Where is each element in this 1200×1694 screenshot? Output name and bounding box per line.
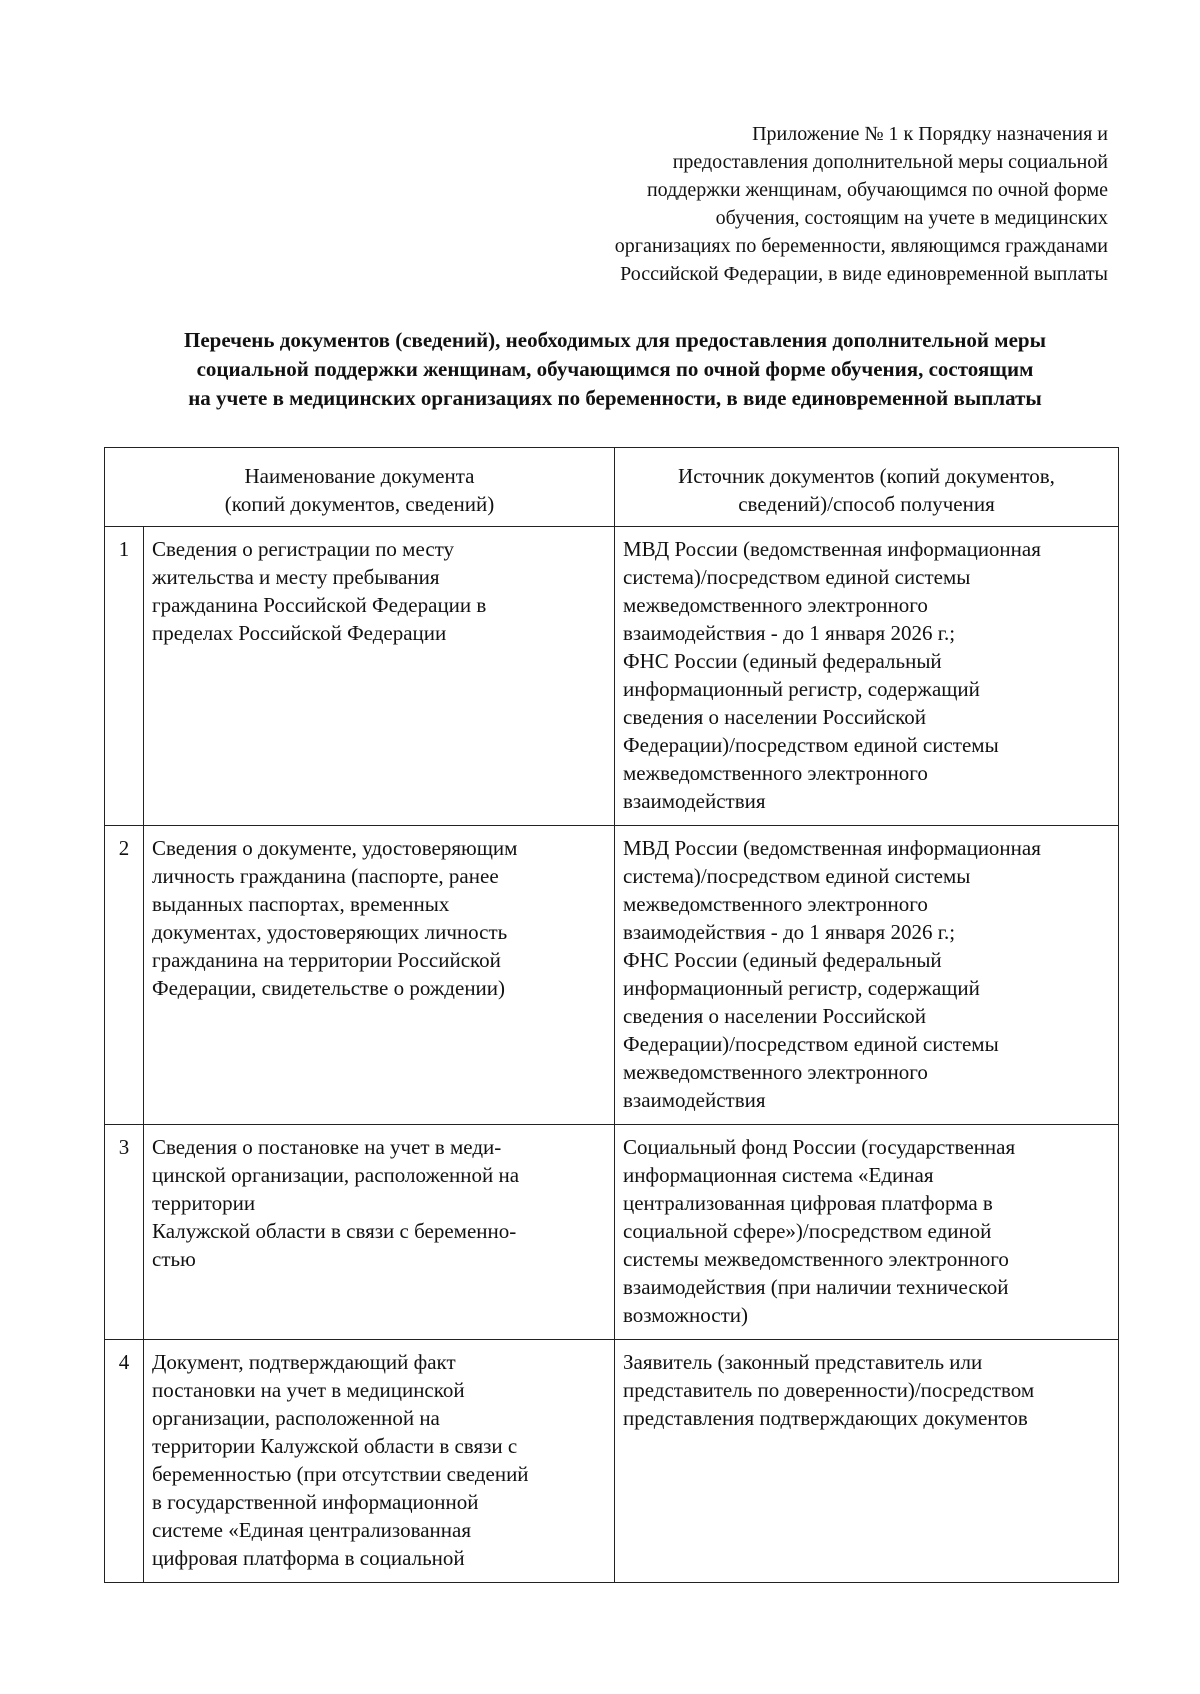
row-document-source: МВД России (ведомственная информационная система)/посредством единой системы межведомственного электронного взаимодействия - до 1 января 2026 г.; ФНС России (единый федеральный информационный регистр, содержащий сведения о населении Российской Федерации)/посредством единой системы межведомственного электронного взаимодействия [615,527,1119,826]
header-document-source [615,448,1119,527]
table-row [105,826,1119,1125]
header-document-name [105,448,615,527]
row-number: 3 [105,1125,144,1340]
row-document-source: Социальный фонд России (государственная информационная система «Единая централизованная цифровая платформа в социальной сфере»)/посредством единой системы межведомственного электронного взаимодействия (при наличии технической возможности) [615,1125,1119,1340]
row-number: 1 [105,527,144,826]
header-source-text: Источник документов (копий документов, сведений)/способ получения [678,464,1055,516]
documents-table [104,447,1119,1583]
table-row [105,1340,1119,1583]
table-header-row [105,448,1119,527]
header-name-text: Наименование документа (копий документов, сведений) [224,464,495,516]
row-document-name: Документ, подтверждающий факт постановки на учет в медицинской организации, расположенной на территории Калужской области в связи с беременностью (при отсутствии сведений в государственной информационной системе «Единая централизованная цифровая платформа в социальной [144,1340,615,1583]
row-number: 2 [105,826,144,1125]
title-line: Перечень документов (сведений), необходимых для предоставления дополнительной меры [184,328,1046,352]
row-document-name: Сведения о регистрации по месту жительства и месту пребывания гражданина Российской Федерации в пределах Российской Федерации [144,527,615,826]
row-document-source: МВД России (ведомственная информационная система)/посредством единой системы межведомственного электронного взаимодействия - до 1 января 2026 г.; ФНС России (единый федеральный информационный регистр, содержащий сведения о населении Российской Федерации)/посредством единой системы межведомственного электронного взаимодействия [615,826,1119,1125]
appendix-line: Приложение № 1 к Порядку назначения и [752,123,1108,145]
document-title [100,326,1130,413]
row-number: 4 [105,1340,144,1583]
title-line: социальной поддержки женщинам, обучающимся по очной форме обучения, состоящим [196,357,1034,381]
appendix-line: организациях по беременности, являющимся гражданами [614,235,1108,257]
appendix-line: обучения, состоящим на учете в медицинских [715,207,1108,229]
row-document-name: Сведения о документе, удостоверяющим личность гражданина (паспорте, ранее выданных паспортах, временных документах, удостоверяющих личность гражданина на территории Российской Федерации, свидетельстве о рождении) [144,826,615,1125]
row-document-source: Заявитель (законный представитель или представитель по доверенности)/посредством представления подтверждающих документов [615,1340,1119,1583]
row-document-name: Сведения о постановке на учет в меди- цинской организации, расположенной на территории Калужской области в связи с беременно- стью [144,1125,615,1340]
title-line: на учете в медицинских организациях по беременности, в виде единовременной выплаты [188,386,1042,410]
appendix-line: поддержки женщинам, обучающимся по очной форме [646,179,1108,201]
table-row [105,527,1119,826]
appendix-line: предоставления дополнительной меры социальной [672,151,1108,173]
appendix-line: Российской Федерации, в виде единовременной выплаты [620,263,1108,285]
table-row [105,1125,1119,1340]
appendix-note [548,120,1108,288]
